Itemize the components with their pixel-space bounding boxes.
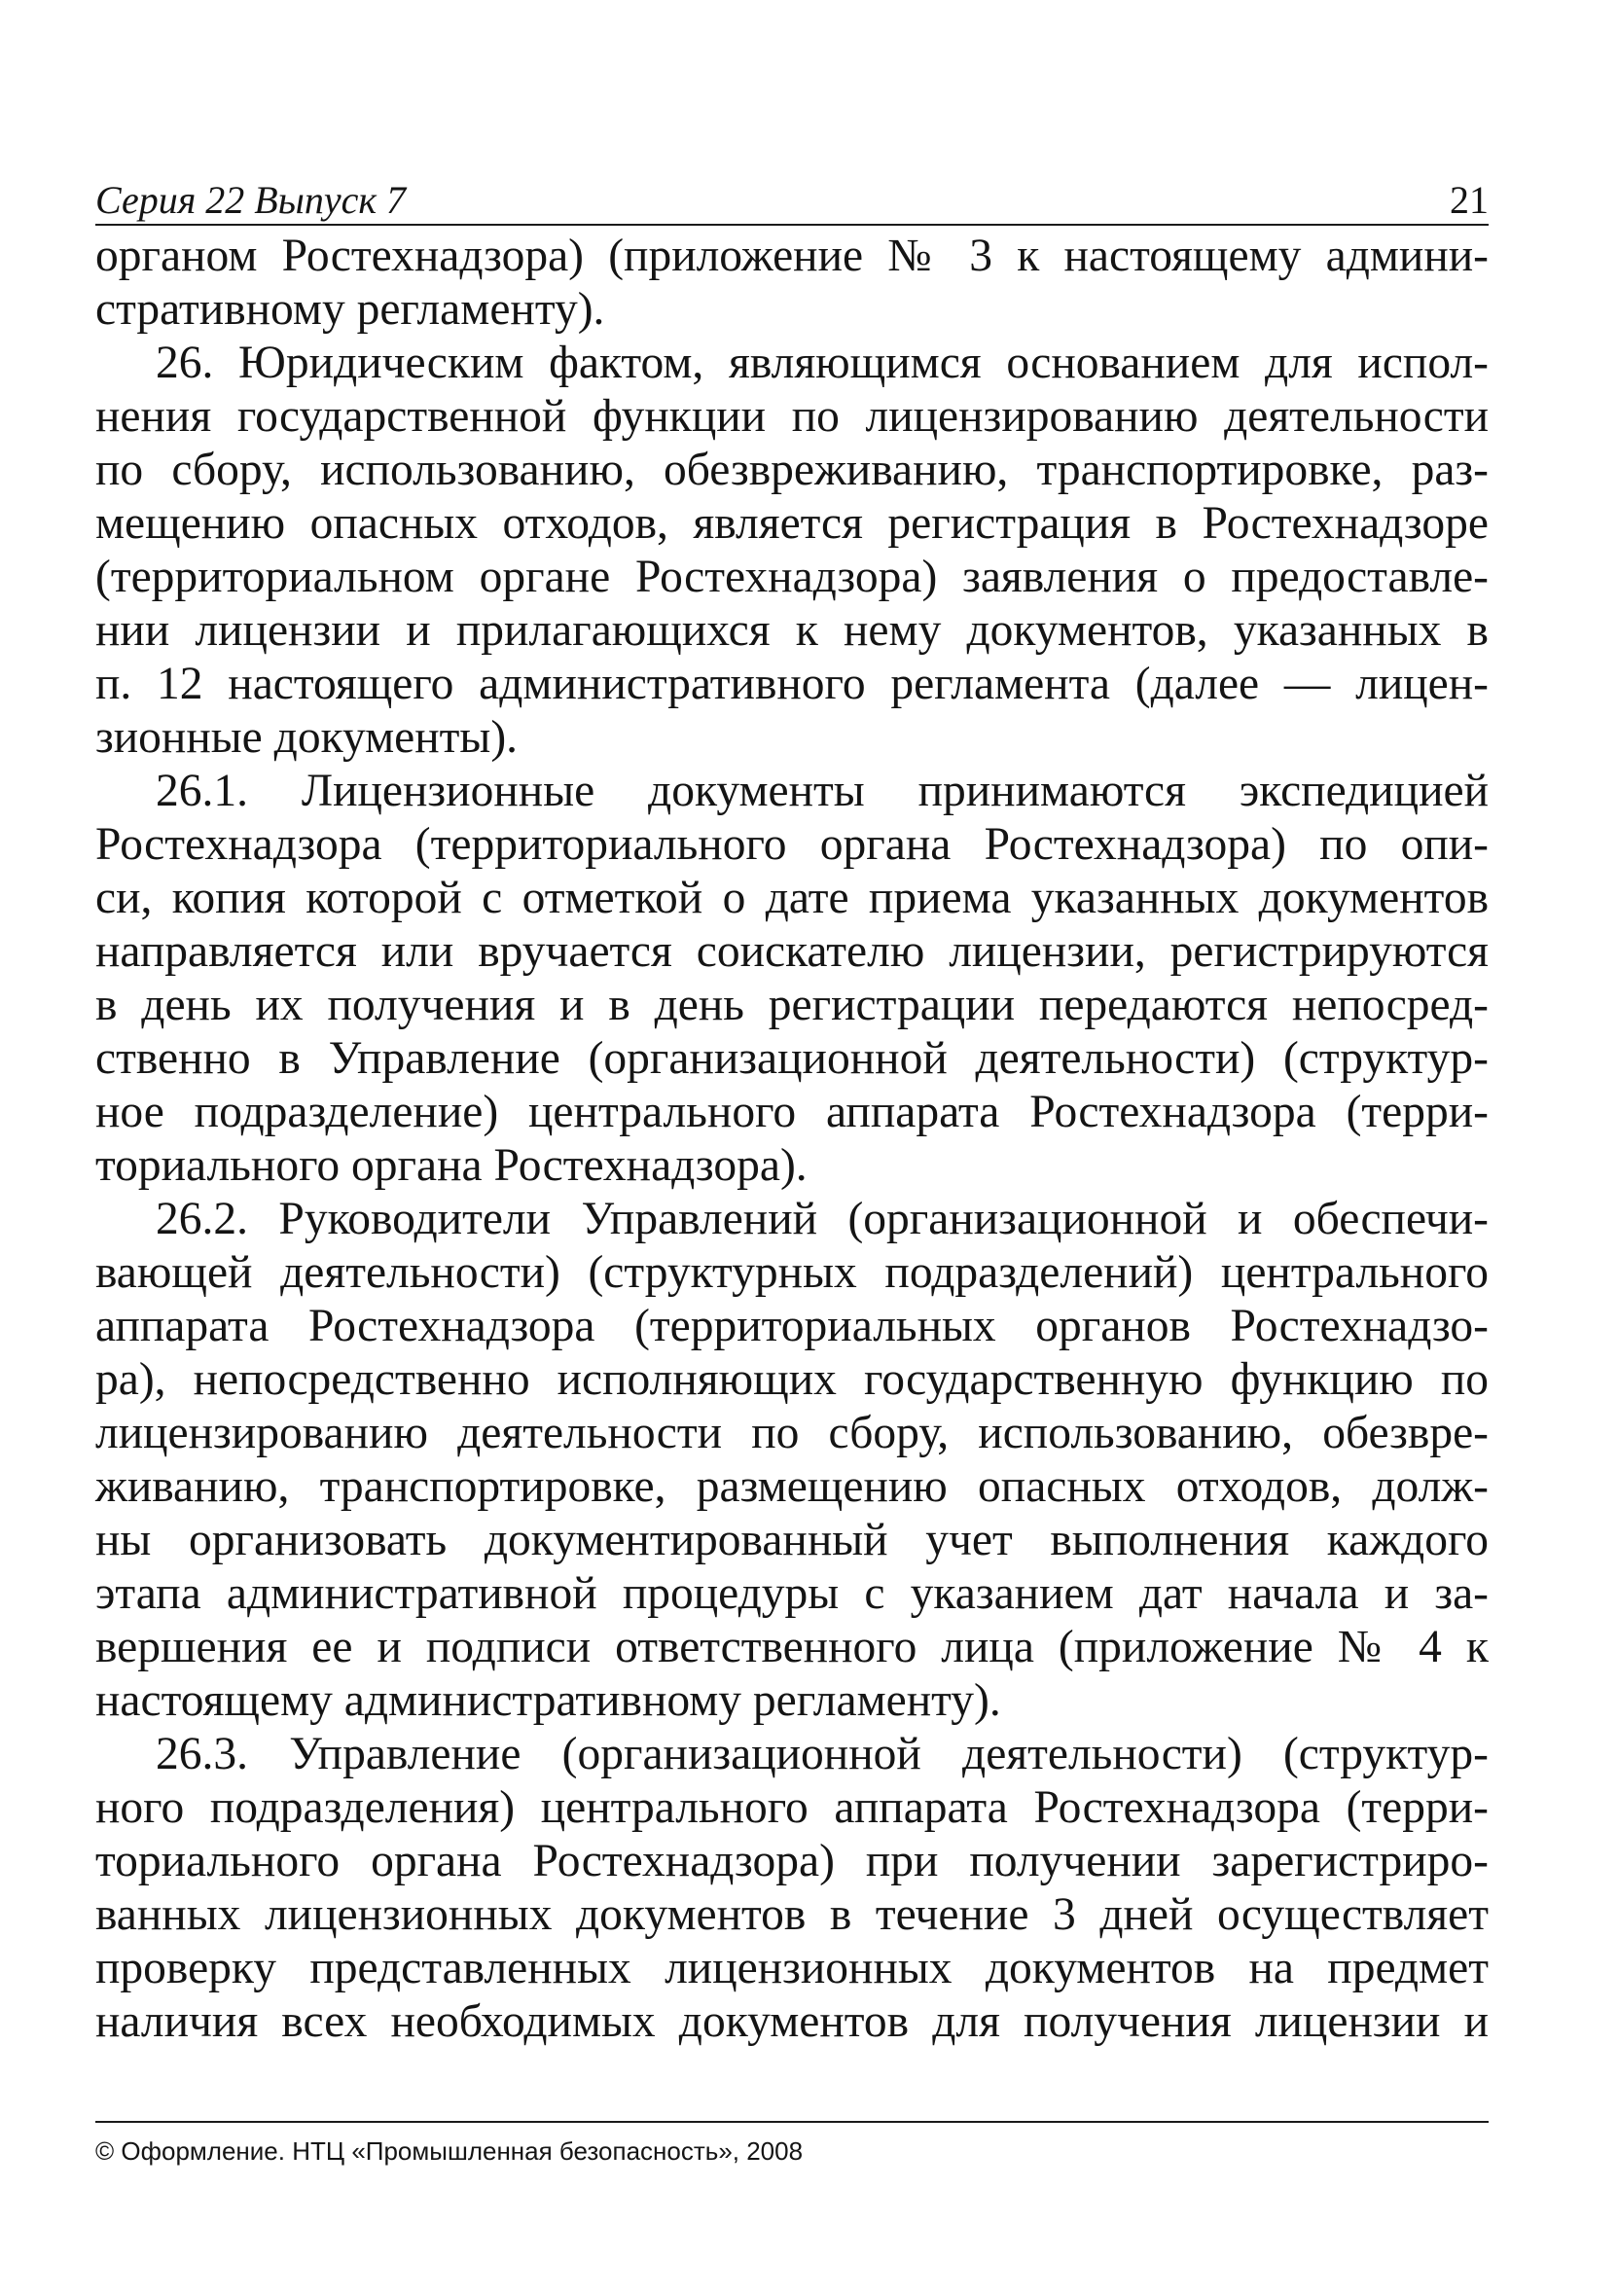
text-line: Ростехнадзора (территориального органа Ростехнадзора) по опи- <box>95 819 1489 870</box>
paragraph <box>95 230 1489 337</box>
text-line: живанию, транспортировке, размещению опасных отходов, долж- <box>95 1461 1489 1512</box>
text-line: лицензированию деятельности по сбору, использованию, обезвре- <box>95 1408 1489 1458</box>
text-line: органом Ростехнадзора) (приложение № 3 к настоящему админи- <box>95 231 1489 281</box>
series-title: Серия 22 Выпуск 7 <box>95 178 407 222</box>
text-line: ториального органа Ростехнадзора). <box>95 1140 808 1191</box>
text-line: 26.2. Руководители Управлений (организационной и обеспечи- <box>156 1194 1489 1244</box>
paragraph <box>95 1193 1489 1728</box>
text-line: ственно в Управление (организационной деятельности) (структур- <box>95 1033 1489 1084</box>
paragraph <box>95 1728 1489 2049</box>
text-line: в день их получения и в день регистрации передаются непосред- <box>95 980 1489 1030</box>
text-line: ра), непосредственно исполняющих государственную функцию по <box>95 1354 1489 1405</box>
paragraph <box>95 765 1489 1193</box>
text-line: стративному регламенту). <box>95 284 605 335</box>
text-line: нения государственной функции по лицензированию деятельности <box>95 391 1489 442</box>
text-line: по сбору, использованию, обезвреживанию, транспортировке, раз- <box>95 445 1489 495</box>
text-line: 26. Юридическим фактом, являющимся основанием для испол- <box>156 338 1489 388</box>
text-line: мещению опасных отходов, является регистрация в Ростехнадзоре <box>95 498 1489 549</box>
text-line: ториального органа Ростехнадзора) при получении зарегистриро- <box>95 1836 1489 1886</box>
text-line: вершения ее и подписи ответственного лица (приложение № 4 к <box>95 1622 1489 1672</box>
page-number: 21 <box>1450 178 1489 222</box>
text-line: проверку представленных лицензионных документов на предмет <box>95 1943 1489 1993</box>
text-line: аппарата Ростехнадзора (территориальных органов Ростехнадзо- <box>95 1301 1489 1351</box>
text-line: ное подразделение) центрального аппарата Ростехнадзора (терри- <box>95 1087 1489 1137</box>
text-line: направляется или вручается соискателю лицензии, регистрируются <box>95 926 1489 977</box>
text-line: этапа административной процедуры с указанием дат начала и за- <box>95 1568 1489 1619</box>
page-header <box>95 165 1489 226</box>
text-line: ны организовать документированный учет выполнения каждого <box>95 1515 1489 1565</box>
text-line: (территориальном органе Ростехнадзора) заявления о предоставле- <box>95 552 1489 602</box>
text-line: ного подразделения) центрального аппарата Ростехнадзора (терри- <box>95 1782 1489 1833</box>
text-line: 26.3. Управление (организационной деятельности) (структур- <box>156 1729 1489 1779</box>
text-line: зионные документы). <box>95 712 519 763</box>
text-line: наличия всех необходимых документов для получения лицензии и <box>95 1996 1489 2047</box>
text-line: настоящему административному регламенту). <box>95 1675 1001 1726</box>
text-line: нии лицензии и прилагающихся к нему документов, указанных в <box>95 605 1489 656</box>
text-line: п. 12 настоящего административного регламента (далее — лицен- <box>95 659 1489 709</box>
copyright-text: © Оформление. НТЦ «Промышленная безопасность», 2008 <box>95 2136 804 2166</box>
text-line: ванных лицензионных документов в течение 3 дней осуществляет <box>95 1889 1489 1940</box>
text-line: вающей деятельности) (структурных подразделений) центрального <box>95 1247 1489 1298</box>
text-line: си, копия которой с отметкой о дате приема указанных документов <box>95 873 1489 923</box>
body-text <box>95 230 1489 2049</box>
paragraph <box>95 337 1489 765</box>
copyright-footer <box>95 2121 1489 2164</box>
document-page <box>95 165 1489 2049</box>
text-line: 26.1. Лицензионные документы принимаются экспедицией <box>156 766 1489 816</box>
